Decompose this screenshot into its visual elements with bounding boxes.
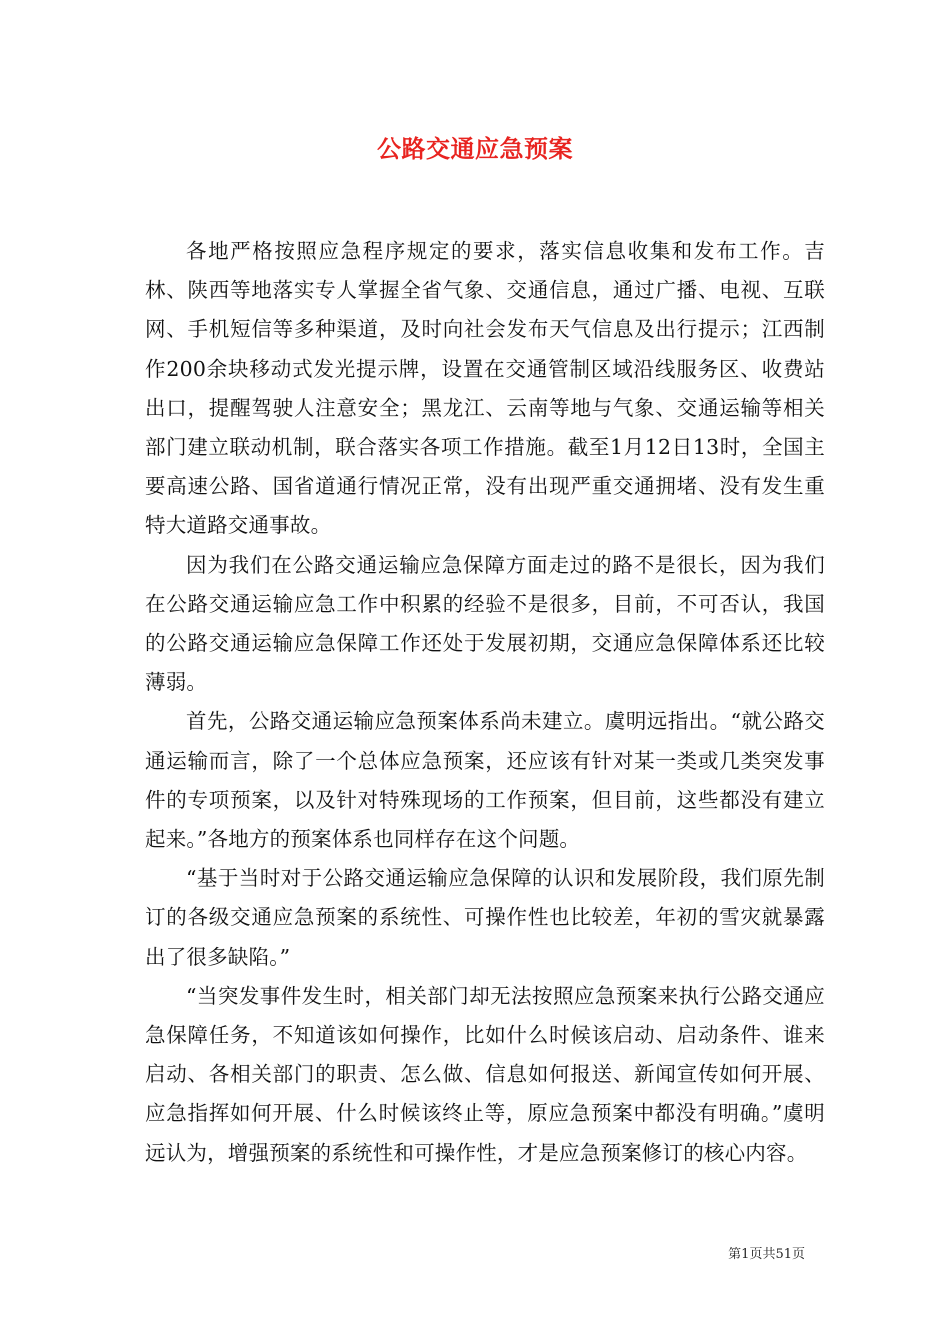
paragraph-1: 各地严格按照应急程序规定的要求，落实信息收集和发布工作。吉林、陕西等地落实专人掌握全省气象、交通信息，通过广播、电视、互联网、手机短信等多种渠道，及时向社会发布天气信息及出行提示；江西制作200余块移动式发光提示牌，设置在交通管制区域沿线服务区、收费站出口，提醒驾驶人注意安全；黑龙江、云南等地与气象、交通运输等相关部门建立联动机制，联合落实各项工作措施。截至1月12日13时，全国主要高速公路、国省道通行情况正常，没有出现严重交通拥堵、没有发生重特大道路交通事故。: [145, 239, 825, 538]
paragraph-3: 首先，公路交通运输应急预案体系尚未建立。虞明远指出。“就公路交通运输而言，除了一个总体应急预案，还应该有针对某一类或几类突发事件的专项预案，以及针对特殊现场的工作预案，但目前，这些都没有建立起来。”各地方的预案体系也同样存在这个问题。: [145, 709, 825, 852]
document-body: [145, 232, 825, 1173]
paragraph-4: “基于当时对于公路交通运输应急保障的认识和发展阶段，我们原先制订的各级交通应急预案的系统性、可操作性也比较差，年初的雪灾就暴露出了很多缺陷。”: [145, 866, 825, 969]
page-number-footer: 第1页共51页: [728, 1247, 805, 1262]
paragraph-2: 因为我们在公路交通运输应急保障方面走过的路不是很长，因为我们在公路交通运输应急工作中积累的经验不是很多，目前，不可否认，我国的公路交通运输应急保障工作还处于发展初期，交通应急保障体系还比较薄弱。: [145, 552, 825, 695]
paragraph-5: “当突发事件发生时，相关部门却无法按照应急预案来执行公路交通应急保障任务，不知道该如何操作，比如什么时候该启动、启动条件、谁来启动、各相关部门的职责、怎么做、信息如何报送、新闻宣传如何开展、应急指挥如何开展、什么时候该终止等，原应急预案中都没有明确。”虞明远认为，增强预案的系统性和可操作性，才是应急预案修订的核心内容。: [145, 983, 825, 1165]
document-title: 公路交通应急预案: [377, 134, 573, 163]
